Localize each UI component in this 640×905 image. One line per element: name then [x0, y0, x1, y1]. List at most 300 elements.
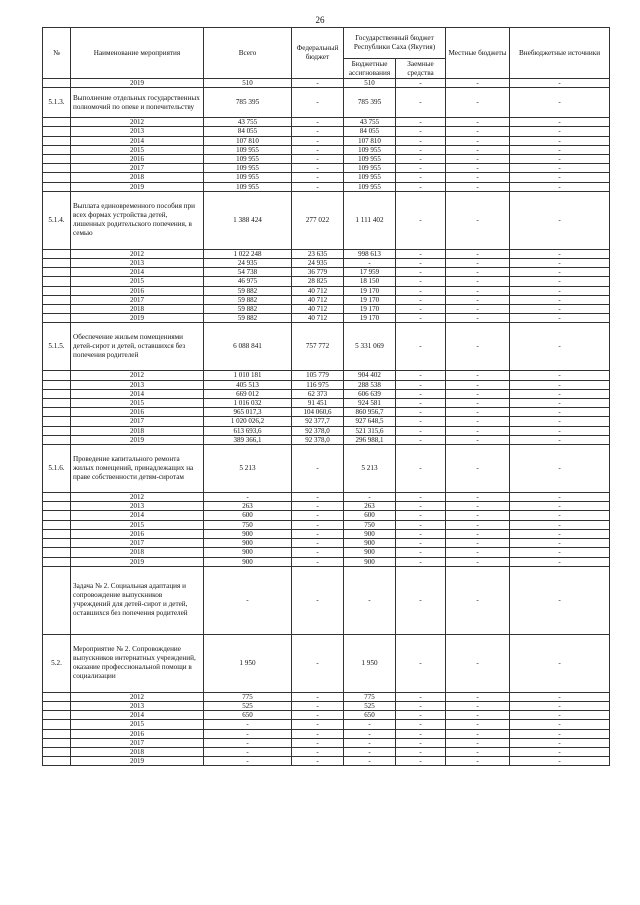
cell-off: - — [510, 520, 610, 529]
row-number — [43, 417, 71, 426]
row-number — [43, 268, 71, 277]
cell-loan: - — [396, 738, 446, 747]
cell-local: - — [446, 529, 510, 538]
cell-alloc: 19 170 — [344, 286, 396, 295]
cell-total: 1 010 181 — [204, 371, 292, 380]
year-label: 2012 — [71, 692, 204, 701]
cell-alloc: 860 956,7 — [344, 408, 396, 417]
cell-federal: - — [292, 634, 344, 692]
table-row-year — [43, 295, 610, 304]
page-number: 26 — [315, 15, 325, 25]
cell-local: - — [446, 426, 510, 435]
year-label: 2013 — [71, 701, 204, 710]
table-row-year — [43, 399, 610, 408]
table-row-year — [43, 182, 610, 191]
table-row-year — [43, 701, 610, 710]
table-row-year — [43, 277, 610, 286]
header-name: Наименование мероприятия — [71, 28, 204, 79]
row-number — [43, 127, 71, 136]
cell-total: 59 882 — [204, 286, 292, 295]
cell-local: - — [446, 502, 510, 511]
cell-total: 389 366,1 — [204, 435, 292, 444]
cell-loan: - — [396, 380, 446, 389]
cell-alloc: 900 — [344, 557, 396, 566]
cell-total: 24 935 — [204, 259, 292, 268]
row-number — [43, 692, 71, 701]
cell-alloc: 1 111 402 — [344, 191, 396, 249]
row-number — [43, 720, 71, 729]
cell-alloc: - — [344, 747, 396, 756]
cell-alloc: 521 315,6 — [344, 426, 396, 435]
cell-federal: 92 378,0 — [292, 426, 344, 435]
header-federal: Федеральный бюджет — [292, 28, 344, 79]
cell-local: - — [446, 173, 510, 182]
cell-alloc: 904 402 — [344, 371, 396, 380]
cell-loan: - — [396, 711, 446, 720]
cell-loan: - — [396, 155, 446, 164]
cell-total: 785 395 — [204, 88, 292, 118]
cell-off: - — [510, 701, 610, 710]
cell-off: - — [510, 711, 610, 720]
row-number — [43, 539, 71, 548]
cell-local: - — [446, 295, 510, 304]
cell-local: - — [446, 155, 510, 164]
cell-total: 59 882 — [204, 314, 292, 323]
year-label: 2014 — [71, 389, 204, 398]
year-label: 2017 — [71, 164, 204, 173]
cell-alloc: 109 955 — [344, 164, 396, 173]
cell-alloc: 1 950 — [344, 634, 396, 692]
cell-alloc: 600 — [344, 511, 396, 520]
cell-off: - — [510, 389, 610, 398]
cell-alloc: 19 170 — [344, 314, 396, 323]
cell-alloc: 650 — [344, 711, 396, 720]
cell-local: - — [446, 435, 510, 444]
table-row-item — [43, 88, 610, 118]
cell-federal: - — [292, 757, 344, 766]
cell-local: - — [446, 738, 510, 747]
row-number — [43, 155, 71, 164]
cell-federal: - — [292, 738, 344, 747]
cell-total: 1 016 032 — [204, 399, 292, 408]
table-row-year — [43, 493, 610, 502]
cell-local: - — [446, 88, 510, 118]
cell-alloc: - — [344, 259, 396, 268]
table-row-year — [43, 408, 610, 417]
cell-off: - — [510, 408, 610, 417]
cell-federal: - — [292, 511, 344, 520]
cell-loan: - — [396, 249, 446, 258]
cell-loan: - — [396, 371, 446, 380]
year-label: 2018 — [71, 747, 204, 756]
cell-total: 109 955 — [204, 155, 292, 164]
cell-local: - — [446, 164, 510, 173]
cell-federal: - — [292, 445, 344, 493]
table-row-year — [43, 539, 610, 548]
cell-federal: 23 635 — [292, 249, 344, 258]
cell-total: 107 810 — [204, 136, 292, 145]
cell-federal: - — [292, 711, 344, 720]
table-row-year — [43, 520, 610, 529]
row-number — [43, 79, 71, 88]
cell-loan: - — [396, 286, 446, 295]
table-row-year — [43, 286, 610, 295]
cell-alloc: 525 — [344, 701, 396, 710]
table-row-year — [43, 164, 610, 173]
cell-federal: - — [292, 182, 344, 191]
cell-loan: - — [396, 511, 446, 520]
cell-total: 600 — [204, 511, 292, 520]
cell-off: - — [510, 557, 610, 566]
row-number — [43, 314, 71, 323]
cell-alloc: 606 639 — [344, 389, 396, 398]
row-number — [43, 701, 71, 710]
table-row-year — [43, 720, 610, 729]
cell-off: - — [510, 692, 610, 701]
cell-alloc: - — [344, 493, 396, 502]
cell-alloc: 900 — [344, 548, 396, 557]
table-row-year — [43, 435, 610, 444]
cell-total: 6 088 841 — [204, 323, 292, 371]
cell-loan: - — [396, 493, 446, 502]
cell-total: 54 738 — [204, 268, 292, 277]
cell-alloc: 288 538 — [344, 380, 396, 389]
cell-off: - — [510, 323, 610, 371]
cell-loan: - — [396, 692, 446, 701]
year-label: 2015 — [71, 720, 204, 729]
year-label: 2017 — [71, 417, 204, 426]
cell-off: - — [510, 445, 610, 493]
cell-loan: - — [396, 729, 446, 738]
year-label: 2019 — [71, 557, 204, 566]
row-number: 5.2. — [43, 634, 71, 692]
cell-off: - — [510, 164, 610, 173]
table-row-year — [43, 173, 610, 182]
cell-loan: - — [396, 182, 446, 191]
table-row-year — [43, 268, 610, 277]
cell-total: 109 955 — [204, 173, 292, 182]
table-row-year — [43, 757, 610, 766]
year-label: 2019 — [71, 435, 204, 444]
cell-federal: - — [292, 548, 344, 557]
cell-total: - — [204, 566, 292, 634]
cell-off: - — [510, 88, 610, 118]
cell-local: - — [446, 729, 510, 738]
cell-local: - — [446, 399, 510, 408]
cell-total: 775 — [204, 692, 292, 701]
cell-off: - — [510, 529, 610, 538]
cell-off: - — [510, 502, 610, 511]
cell-loan: - — [396, 389, 446, 398]
cell-federal: - — [292, 529, 344, 538]
cell-total: 900 — [204, 539, 292, 548]
table-header — [43, 28, 610, 79]
cell-local: - — [446, 268, 510, 277]
item-name: Задача № 2. Социальная адаптация и сопровождение выпускников учреждений для детей-сирот и детей, оставшихся без попечения родителей — [71, 566, 204, 634]
item-name: Проведение капитального ремонта жилых помещений, принадлежащих на праве собственности детям-сиротам — [71, 445, 204, 493]
cell-alloc: 109 955 — [344, 182, 396, 191]
cell-federal: 104 060,6 — [292, 408, 344, 417]
cell-federal: 24 935 — [292, 259, 344, 268]
cell-off: - — [510, 435, 610, 444]
cell-federal: - — [292, 566, 344, 634]
cell-alloc: - — [344, 738, 396, 747]
table-row-item — [43, 323, 610, 371]
cell-off: - — [510, 634, 610, 692]
row-number: 5.1.6. — [43, 445, 71, 493]
table-row-item — [43, 445, 610, 493]
cell-federal: - — [292, 720, 344, 729]
cell-local: - — [446, 277, 510, 286]
row-number — [43, 493, 71, 502]
cell-alloc: 998 613 — [344, 249, 396, 258]
cell-federal: - — [292, 127, 344, 136]
table-row-year — [43, 314, 610, 323]
cell-alloc: - — [344, 757, 396, 766]
cell-loan: - — [396, 417, 446, 426]
year-label: 2017 — [71, 738, 204, 747]
cell-off: - — [510, 305, 610, 314]
year-label: 2019 — [71, 79, 204, 88]
year-label: 2014 — [71, 511, 204, 520]
cell-total: 900 — [204, 548, 292, 557]
row-number — [43, 548, 71, 557]
table-body — [43, 79, 610, 766]
cell-alloc: 900 — [344, 539, 396, 548]
header-offbudget: Внебюджетные источники — [510, 28, 610, 79]
row-number — [43, 435, 71, 444]
year-label: 2016 — [71, 529, 204, 538]
budget-table — [42, 27, 610, 766]
cell-total: - — [204, 493, 292, 502]
row-number — [43, 371, 71, 380]
cell-local: - — [446, 136, 510, 145]
cell-federal: - — [292, 539, 344, 548]
cell-local: - — [446, 127, 510, 136]
cell-off: - — [510, 511, 610, 520]
cell-total: 59 882 — [204, 305, 292, 314]
cell-alloc: 5 213 — [344, 445, 396, 493]
cell-local: - — [446, 566, 510, 634]
cell-alloc: 5 331 069 — [344, 323, 396, 371]
table-row-year — [43, 711, 610, 720]
cell-off: - — [510, 286, 610, 295]
cell-local: - — [446, 720, 510, 729]
table-row-year — [43, 249, 610, 258]
cell-federal: - — [292, 155, 344, 164]
year-label: 2016 — [71, 408, 204, 417]
cell-local: - — [446, 259, 510, 268]
cell-total: 263 — [204, 502, 292, 511]
row-number — [43, 557, 71, 566]
cell-off: - — [510, 747, 610, 756]
cell-federal: - — [292, 145, 344, 154]
cell-federal: - — [292, 692, 344, 701]
cell-federal: - — [292, 79, 344, 88]
cell-off: - — [510, 426, 610, 435]
cell-total: 900 — [204, 529, 292, 538]
cell-federal: 105 779 — [292, 371, 344, 380]
row-number — [43, 729, 71, 738]
cell-federal: 62 373 — [292, 389, 344, 398]
cell-total: 650 — [204, 711, 292, 720]
cell-total: 46 975 — [204, 277, 292, 286]
year-label: 2019 — [71, 757, 204, 766]
cell-federal: 40 712 — [292, 314, 344, 323]
cell-federal: 40 712 — [292, 295, 344, 304]
cell-loan: - — [396, 557, 446, 566]
year-label: 2016 — [71, 155, 204, 164]
table-row-year — [43, 548, 610, 557]
table-row-year — [43, 511, 610, 520]
year-label: 2013 — [71, 502, 204, 511]
cell-off: - — [510, 191, 610, 249]
row-number: 5.1.4. — [43, 191, 71, 249]
cell-federal: 277 022 — [292, 191, 344, 249]
year-label: 2015 — [71, 145, 204, 154]
cell-off: - — [510, 729, 610, 738]
cell-federal: - — [292, 729, 344, 738]
cell-federal: 92 378,0 — [292, 435, 344, 444]
cell-alloc: 510 — [344, 79, 396, 88]
cell-loan: - — [396, 268, 446, 277]
year-label: 2015 — [71, 277, 204, 286]
row-number — [43, 182, 71, 191]
cell-local: - — [446, 145, 510, 154]
row-number — [43, 711, 71, 720]
cell-local: - — [446, 539, 510, 548]
year-label: 2014 — [71, 711, 204, 720]
header-state-alloc: Бюджетные ассигнования — [344, 59, 396, 79]
cell-loan: - — [396, 277, 446, 286]
row-number — [43, 173, 71, 182]
cell-local: - — [446, 757, 510, 766]
item-name: Выплата единовременного пособия при всех формах устройства детей, лишенных родительского попечения, в семью — [71, 191, 204, 249]
table-row-year — [43, 529, 610, 538]
year-label: 2013 — [71, 380, 204, 389]
cell-local: - — [446, 711, 510, 720]
cell-total: 1 388 424 — [204, 191, 292, 249]
row-number — [43, 511, 71, 520]
cell-total: 109 955 — [204, 145, 292, 154]
cell-off: - — [510, 493, 610, 502]
header-state: Государственный бюджет Республики Саха (Якутия) — [344, 28, 446, 59]
cell-local: - — [446, 380, 510, 389]
row-number — [43, 426, 71, 435]
item-name: Мероприятие № 2. Сопровождение выпускников интернатных учреждений, оказание профессиональной помощи в социализации — [71, 634, 204, 692]
cell-loan: - — [396, 548, 446, 557]
cell-loan: - — [396, 502, 446, 511]
year-label: 2018 — [71, 426, 204, 435]
table-row-year — [43, 426, 610, 435]
year-label: 2012 — [71, 118, 204, 127]
cell-local: - — [446, 445, 510, 493]
year-label: 2013 — [71, 127, 204, 136]
row-number — [43, 389, 71, 398]
cell-alloc: - — [344, 720, 396, 729]
table-row-item — [43, 566, 610, 634]
year-label: 2019 — [71, 182, 204, 191]
cell-alloc: 263 — [344, 502, 396, 511]
cell-loan: - — [396, 191, 446, 249]
header-total: Всего — [204, 28, 292, 79]
table-row-year — [43, 557, 610, 566]
cell-local: - — [446, 408, 510, 417]
cell-alloc: 924 581 — [344, 399, 396, 408]
cell-federal: - — [292, 173, 344, 182]
cell-total: 109 955 — [204, 164, 292, 173]
year-label: 2014 — [71, 136, 204, 145]
row-number — [43, 738, 71, 747]
table-row-year — [43, 259, 610, 268]
cell-local: - — [446, 417, 510, 426]
cell-loan: - — [396, 127, 446, 136]
cell-alloc: 84 055 — [344, 127, 396, 136]
cell-loan: - — [396, 173, 446, 182]
cell-total: 1 020 026,2 — [204, 417, 292, 426]
table-row-item — [43, 191, 610, 249]
cell-alloc: - — [344, 566, 396, 634]
cell-total: 900 — [204, 557, 292, 566]
cell-federal: 40 712 — [292, 305, 344, 314]
cell-loan: - — [396, 323, 446, 371]
cell-off: - — [510, 249, 610, 258]
year-label: 2016 — [71, 286, 204, 295]
cell-local: - — [446, 511, 510, 520]
cell-total: 59 882 — [204, 295, 292, 304]
cell-alloc: 296 988,1 — [344, 435, 396, 444]
table-row-year — [43, 738, 610, 747]
cell-off: - — [510, 145, 610, 154]
cell-off: - — [510, 380, 610, 389]
item-name: Выполнение отдельных государственных полномочий по опеке и попечительству — [71, 88, 204, 118]
table-row-year — [43, 145, 610, 154]
cell-off: - — [510, 720, 610, 729]
cell-alloc: 109 955 — [344, 155, 396, 164]
cell-off: - — [510, 118, 610, 127]
cell-total: - — [204, 757, 292, 766]
year-label: 2015 — [71, 399, 204, 408]
cell-local: - — [446, 371, 510, 380]
cell-loan: - — [396, 701, 446, 710]
table-row-year — [43, 389, 610, 398]
row-number — [43, 259, 71, 268]
year-label: 2014 — [71, 268, 204, 277]
cell-off: - — [510, 566, 610, 634]
year-label: 2017 — [71, 539, 204, 548]
row-number — [43, 118, 71, 127]
cell-loan: - — [396, 435, 446, 444]
cell-off: - — [510, 259, 610, 268]
row-number — [43, 277, 71, 286]
cell-local: - — [446, 389, 510, 398]
cell-federal: 36 779 — [292, 268, 344, 277]
cell-local: - — [446, 520, 510, 529]
cell-federal: - — [292, 520, 344, 529]
cell-local: - — [446, 701, 510, 710]
cell-alloc: 927 648,5 — [344, 417, 396, 426]
cell-loan: - — [396, 88, 446, 118]
row-number — [43, 305, 71, 314]
year-label: 2012 — [71, 371, 204, 380]
cell-loan: - — [396, 295, 446, 304]
cell-alloc: 900 — [344, 529, 396, 538]
cell-total: 1 022 248 — [204, 249, 292, 258]
table-row-year — [43, 79, 610, 88]
cell-off: - — [510, 268, 610, 277]
cell-alloc: 43 755 — [344, 118, 396, 127]
table-row-year — [43, 692, 610, 701]
